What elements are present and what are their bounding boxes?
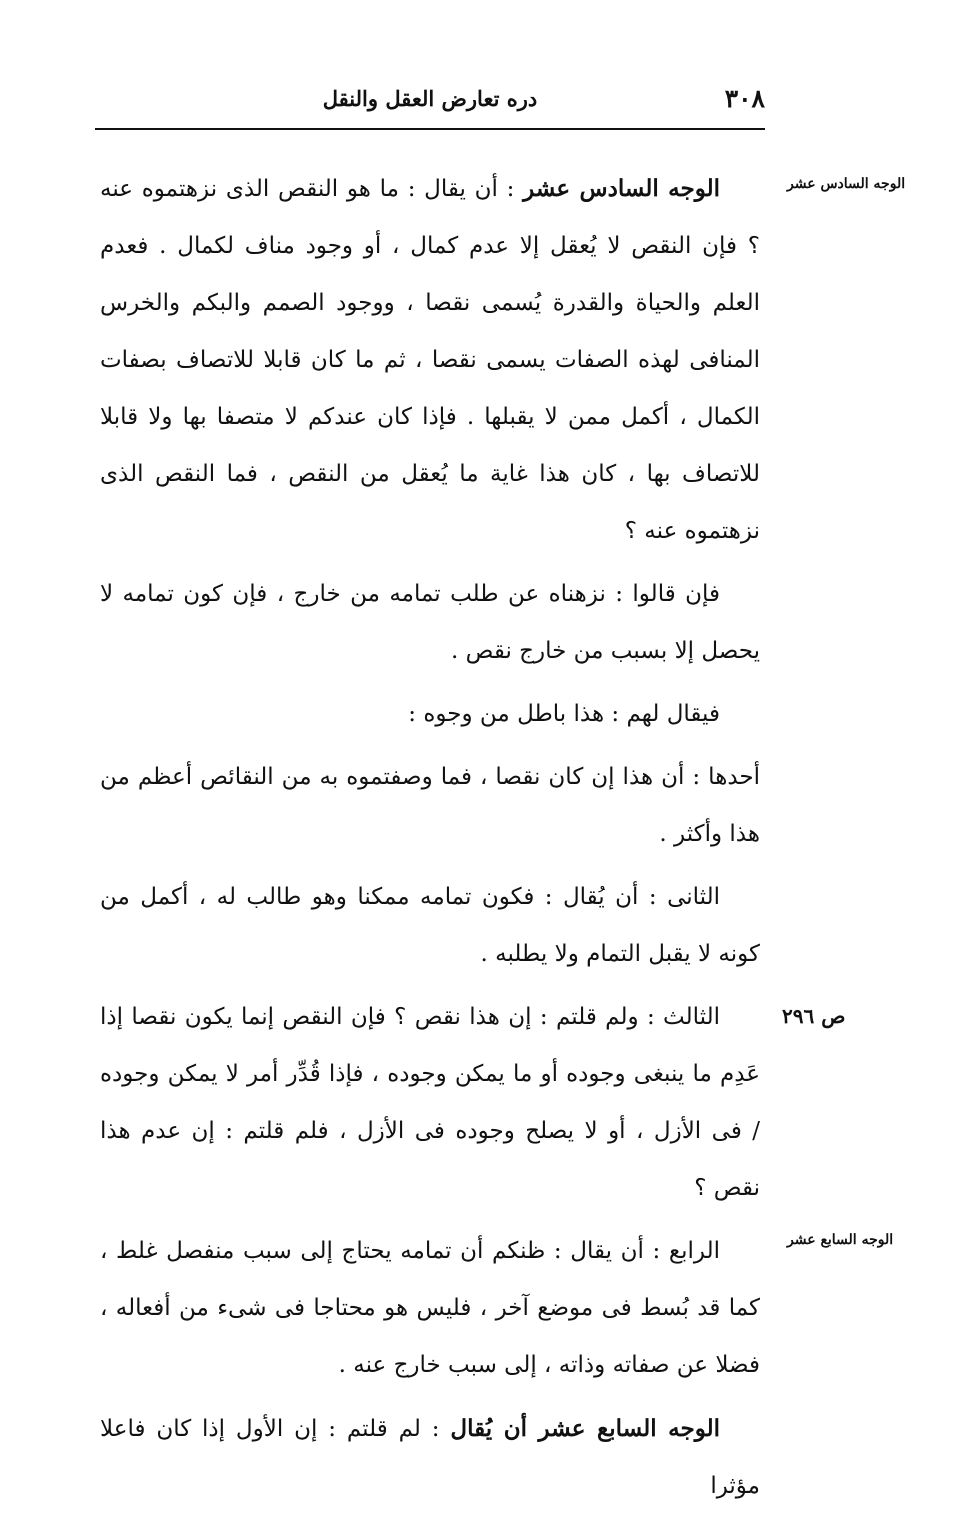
margin-note-sixteenth: الوجه السادس عشر — [787, 176, 906, 192]
paragraph: فيقال لهم : هذا باطل من وجوه : — [408, 701, 720, 727]
paragraph-sixteenth-aspect — [100, 160, 760, 560]
paragraph: فإن قالوا : نزهناه عن طلب تمامه من خارج ، فإن كون تمامه لا يحصل إلا بسبب من خارج نقص . — [100, 581, 760, 664]
header-rule — [95, 128, 765, 130]
page-header — [95, 80, 765, 124]
paragraph-text: : لم قلتم : إن الأول إذا كان فاعلا مؤثرا — [100, 1416, 760, 1499]
section-heading: الوجه السابع عشر أن يُقال — [450, 1415, 720, 1442]
body-text — [100, 160, 760, 1515]
paragraph: أحدها : أن هذا إن كان نقصا ، فما وصفتموه به من النقائص أعظم من هذا وأكثر . — [100, 764, 760, 847]
page-number: ٣٠٨ — [724, 84, 765, 113]
margin-note-seventeenth: الوجه السابع عشر — [787, 1232, 894, 1248]
paragraph: الرابع : أن يقال : ظنكم أن تمامه يحتاج إلى سبب منفصل غلط ، كما قد بُسط فى موضع آخر ، فليس هو محتاجا فى شىء من أفعاله ، فضلا عن صفاته وذاته ، إلى سبب خارج عنه . — [100, 1238, 760, 1378]
margin-page-reference: ص ٢٩٦ — [782, 1004, 846, 1028]
paragraph-text: : أن يقال : ما هو النقص الذى نزهتموه عنه ؟ فإن النقص لا يُعقل إلا عدم كمال ، أو وجود مناف لكمال . فعدم العلم والحياة والقدرة يُسمى نقصا ، ووجود الصمم والبكم والخرس المنافى لهذه الصفات يسمى نقصا ، ثم ما كان قابلا للاتصاف بصفات الكمال ، أكمل ممن لا يقبلها . فإذا كان عندكم لا متصفا بها ولا قابلا للاتصاف بها ، كان هذا غاية ما يُعقل من النقص ، فما النقص الذى نزهتموه عنه ؟ — [100, 176, 760, 544]
paragraph-seventeenth-aspect — [100, 1400, 760, 1515]
section-heading: الوجه السادس عشر — [523, 175, 721, 202]
paragraph: الثالث : ولم قلتم : إن هذا نقص ؟ فإن النقص إنما يكون نقصا إذا عَدِم ما ينبغى وجوده أو ما يمكن وجوده ، فإذا قُدِّر أمر لا يمكن وجوده / فى الأزل ، أو لا يصلح وجوده فى الأزل ، فلم قلتم : إن عدم هذا نقص ؟ — [100, 1004, 760, 1201]
running-title: دره تعارض العقل والنقل — [322, 86, 538, 111]
paragraph: الثانى : أن يُقال : فكون تمامه ممكنا وهو طالب له ، أكمل من كونه لا يقبل التمام ولا يطلبه . — [100, 884, 760, 967]
